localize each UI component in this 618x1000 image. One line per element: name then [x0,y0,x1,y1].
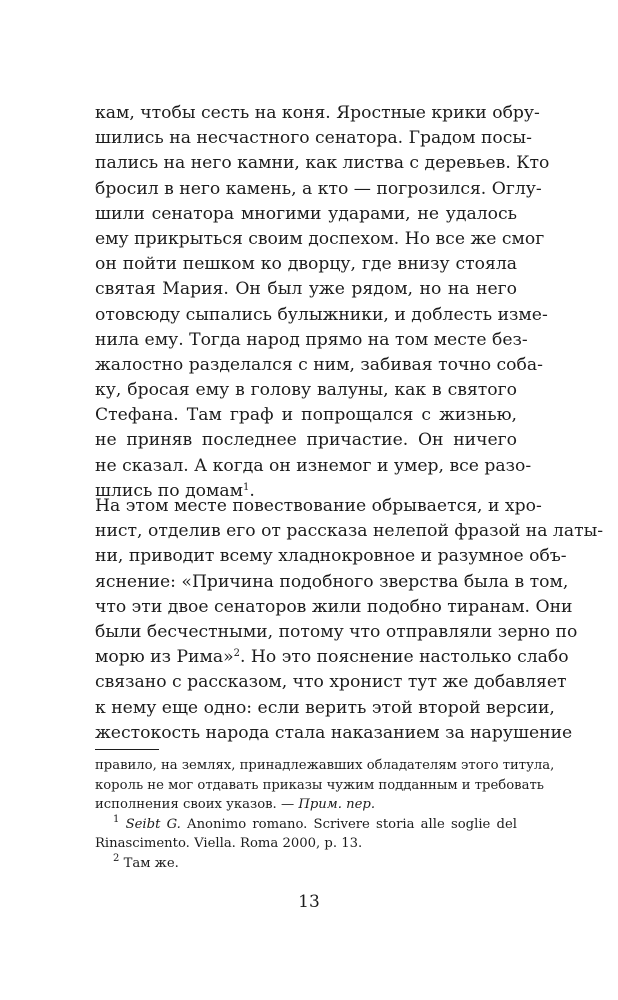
text-line: кам, чтобы сесть на коня. Яростные крики обру- [95,103,540,123]
text-line: шились на несчастного сенатора. Градом посы- [95,128,532,149]
text-fragment: морю из Рима» [95,647,234,668]
text-line-last: шлись по домам$^1$. [95,480,255,501]
text-line: были бесчестными, потому что отправляли зерно по [95,621,578,642]
footnote-line: Rinascimento. Viella. Roma 2000, p. 13. [95,836,363,852]
text-line: к нему еще одно: если верить этой второй версии, [95,697,555,718]
footnote-line: король не мог отдавать приказы чужим подданным и требовать [95,777,544,793]
text-line: нила ему. Тогда народ прямо на том месте без- [95,329,528,350]
footnotes [95,756,555,874]
text-line: ни, приводит всему хладнокровное и разумное объ- [95,546,567,567]
footnote-author: Seibt G. [125,816,181,832]
text-line: ку, бросая ему в голову валуны, как в святого [95,380,517,401]
text-line: ему прикрыться своим доспехом. Но все же смог [95,228,545,249]
text-line: связано с рассказом, что хронист тут же добавляет [95,672,567,693]
translator-note: Прим. пер. [298,797,376,813]
text-line: не сказал. А когда он изнемог и умер, все разо- [95,455,532,476]
text-fragment: Там же. [123,855,179,871]
text-line: что эти двое сенаторов жили подобно тиранам. Они [95,596,573,617]
text-line: нист, отделив его от рассказа нелепой фразой на латы- [95,521,604,542]
footnote-number: 2 [113,852,120,864]
page-number: 13 [298,892,320,912]
text-line: бросил в него камень, а кто — погрозился. Оглу- [95,178,542,199]
text-line: жалостно разделался с ним, забивая точно соба- [95,354,543,375]
footnote-1 [95,815,517,835]
body-paragraph [95,494,604,746]
text-line: шили сенатора многими ударами, не удалось [95,203,517,224]
text-line: Стефана. Там граф и попрощался с жизнью, [95,405,517,426]
footnote-number: 1 [113,813,120,825]
text-line: отовсюду сыпались булыжники, и доблесть изме- [95,304,548,325]
text-fragment: . Но это пояснение настолько слабо [239,647,569,668]
text-line: жестокость народа стала наказанием за нарушение [95,722,573,743]
text-line: он пойти пешком ко дворцу, где внизу стояла [95,254,517,275]
text-fragment: шлись по домам [95,480,243,501]
text-line: не приняв последнее причастие. Он ничего [95,430,517,451]
text-line: святая Мария. Он был уже рядом, но на него [95,279,517,300]
footnote-ref-1[interactable]: 1 [242,481,250,493]
footnote-separator [95,749,159,750]
footnote-line [95,795,517,815]
quoted-passage [95,101,550,504]
text-line [95,645,569,670]
text-fragment: исполнения своих указов. — [95,797,299,813]
footnote-ref-2[interactable]: 2 [233,648,240,660]
text-line: пались на него камни, как листва с деревьев. Кто [95,153,550,174]
footnote-line: правило, на землях, принадлежавших обладателям этого титула, [95,758,555,773]
footnote-2 [95,854,517,874]
text-line: На этом месте повествование обрывается, и хро- [95,496,542,516]
text-line: яснение: «Причина подобного зверства была в том, [95,571,569,592]
text-fragment: Anonimo romano. Scrivere storia alle soglie del [180,816,518,832]
